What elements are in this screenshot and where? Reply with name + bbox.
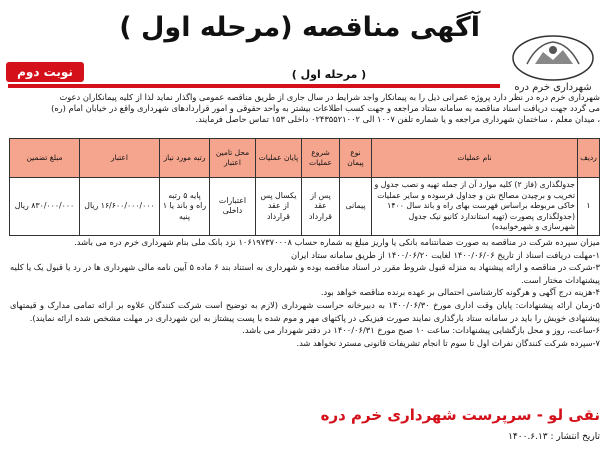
cell-credit: ۱۶/۶۰۰/۰۰۰/۰۰۰ ریال	[80, 178, 160, 236]
signer-line: نقی لو - سرپرست شهرداری خرم دره	[320, 406, 600, 424]
intro-paragraph	[10, 92, 600, 136]
cell-row-number: ۱	[578, 178, 600, 236]
cell-operation-name: جدولگذاری (فاز ۲) کلیه موارد آن از جمله تهیه و نصب جدول و تخریب و برچیدن مصالح بتن و جداول فرسوده و سایر عملیات خاکی مربوطه براساس فهرست بهای راه و باند سال ۱۴۰۰ (جدولگذاری پصورت (تهیه استاندارد کانیو نیک جدول شهرسازی و شهرخوابیده)	[372, 178, 578, 236]
condition-item: ۱-مهلت دریافت اسناد از تاریخ ۱۴۰۰/۰۶/۰۶ لغایت ۱۴۰۰/۰۶/۲۰ از طریق سامانه ستاد ایران	[291, 249, 600, 260]
cell-end: یکسال پس از عقد قرارداد	[256, 178, 302, 236]
municipality-logo	[507, 32, 599, 94]
table-header-row	[10, 139, 600, 178]
cell-start: پس از عقد قرارداد	[302, 178, 340, 236]
logo-caption: شهرداری خرم دره	[514, 82, 592, 93]
column-header: نام عملیات	[372, 139, 578, 178]
condition-item: میزان سپرده شرکت در مناقصه به صورت ضمانتنامه بانکی یا واریز مبلغ به شماره حساب ۱۰۶۱۹۷۳۷۰۰۰۸ نزد بانک ملی بنام شهرداری خرم دره می باشد.	[74, 237, 600, 247]
column-header: پایان عملیات	[256, 139, 302, 178]
cell-contract-type: پیمانی	[340, 178, 372, 236]
column-header: ردیف	[578, 139, 600, 178]
cell-funding: اعتبارات داخلی	[210, 178, 256, 236]
notice-title: آگهی مناقصه (مرحله اول )	[119, 12, 480, 43]
red-divider	[8, 84, 500, 88]
column-header: نوع پیمان	[340, 139, 372, 178]
condition-item: ۳-شرکت در مناقصه و ارائه پیشنهاد به منزله قبول شروط مقرر در اسناد مناقصه بوده و شهرداری به استناد بند ۶ ماده ۵ آیین نامه مالی شهرداری ها در رد یا قبول یک یا کلیه پیشنهادات مختار است.	[10, 262, 600, 285]
intro-line: شهرداری خرم دره در نظر دارد پروژه عمرانی ذیل را به پیمانکار واجد شرایط در سال جاری از طریق مناقصه عمومی واگذار نماید لذا از کلیه پیمانکاران دعوت	[59, 92, 600, 102]
intro-line: می گردد جهت دریافت اسناد مناقصه به سامانه ستاد مراجعه و جهت کسب اطلاعات بیشتر به واحد حقوقی و امور قراردادهای شهرداری واقع در خیابان امام (ره)	[51, 103, 600, 113]
cell-grade: پایه ۵ رتبه راه و باند یا ۱ پنیه	[160, 178, 210, 236]
tender-table	[9, 138, 600, 236]
intro-line: ، میدان معلم ، ساختمان شهرداری مراجعه و یا شماره تلفن ۱۰۰۷ الی ۰۲۴۳۵۵۲۱۰۰۲ داخلی ۱۵۳ تماس حاصل فرمایند.	[195, 114, 600, 124]
cell-guarantee: ۸۳۰/۰۰۰/۰۰۰ ریال	[10, 178, 80, 236]
publication-date: تاریخ انتشار : ۱۴۰۰.۶.۱۳	[508, 432, 600, 442]
condition-item: ۴-هزینه درج آگهی و هرگونه کارشناسی احتمالی بر عهده برنده مناقصه خواهد بود.	[320, 287, 600, 298]
column-header: اعتبار	[80, 139, 160, 178]
column-header: شروع عملیات	[302, 139, 340, 178]
condition-item: ۶-ساعت، روز و محل بازگشایی پیشنهادات: ساعت ۱۰ صبح مورخ ۱۴۰۰/۰۶/۳۱ در دفتر شهردار می باشد.	[242, 325, 600, 336]
column-header: مبلغ تضمین	[10, 139, 80, 178]
column-header: رتبه مورد نیاز	[160, 139, 210, 178]
table-row	[10, 178, 600, 236]
conditions-list	[10, 236, 600, 404]
stage-label: ( مرحله اول )	[291, 68, 367, 81]
condition-item: ۷-سپرده شرکت کنندگان نفرات اول تا سوم تا انجام تشریفات قانونی مسترد نخواهد شد.	[296, 337, 600, 348]
condition-item: ۵-زمان ارائه پیشنهادات: پایان وقت اداری مورخ ۱۴۰۰/۰۶/۳۰ به دبیرخانه حراست شهرداری (لازم به توضیح است شرکت کنندگان علاوه بر ارائه تمامی مدارک و قیمتهای پیشنهادی خویش را باید در سامانه ستاد بارگذاری نمایند صورت فیزیکی در پاکتهای مهر و موم شده با پست پیشتاز به این شهرداری در مهلت مشخص شده ارائه نمایند).	[10, 299, 600, 323]
edition-badge: نوبت دوم	[6, 62, 84, 82]
column-header: محل تامین اعتبار	[210, 139, 256, 178]
